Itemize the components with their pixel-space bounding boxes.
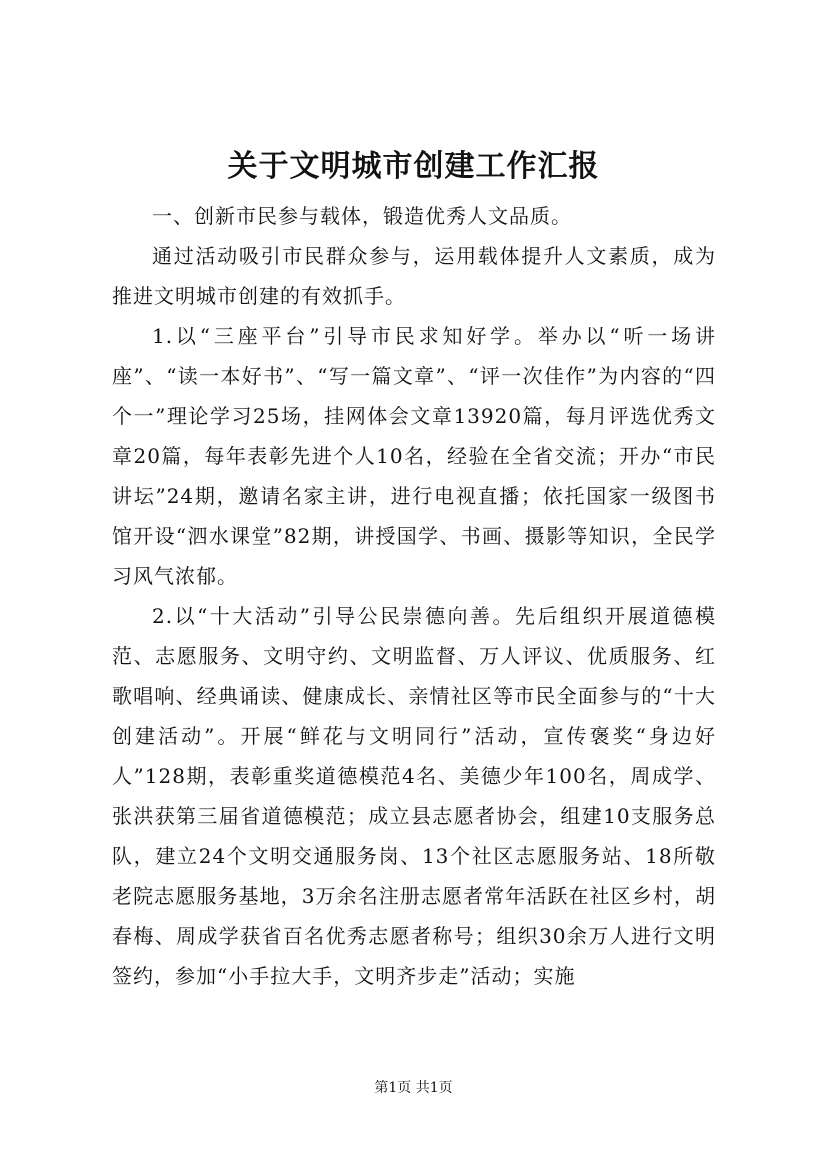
paragraph: 1.以“三座平台”引导市民求知好学。举办以“听一场讲座”、“读一本好书”、“写一篇文章”、“评一次佳作”为内容的“四个一”理论学习25场，挂网体会文章13920篇，每月评选优秀文章20篇，每年表彰先进个人10名，经验在全省交流；开办“市民讲坛”24期，邀请名家主讲，进行电视直播；依托国家一级图书馆开设“泗水课堂”82期，讲授国学、书画、摄影等知识，全民学习风气浓郁。 bbox=[112, 324, 716, 588]
page-number-footer: 第1页 共1页 bbox=[374, 1080, 453, 1096]
section-heading: 一、创新市民参与载体，锻造优秀人文品质。 bbox=[152, 204, 572, 228]
document-title: 关于文明城市创建工作汇报 bbox=[227, 149, 600, 184]
document-body bbox=[112, 196, 716, 996]
paragraph: 通过活动吸引市民群众参与，运用载体提升人文素质，成为推进文明城市创建的有效抓手。 bbox=[112, 244, 716, 308]
paragraph: 2.以“十大活动”引导公民崇德向善。先后组织开展道德模范、志愿服务、文明守约、文明监督、万人评议、优质服务、红歌唱响、经典诵读、健康成长、亲情社区等市民全面参与的“十大创建活动”。开展“鲜花与文明同行”活动，宣传褒奖“身边好人”128期，表彰重奖道德模范4名、美德少年100名，周成学、张洪获第三届省道德模范；成立县志愿者协会，组建10支服务总队，建立24个文明交通服务岗、13个社区志愿服务站、18所敬老院志愿服务基地，3万余名注册志愿者常年活跃在社区乡村，胡春梅、周成学获省百名优秀志愿者称号；组织30余万人进行文明签约，参加“小手拉大手，文明齐步走”活动；实施 bbox=[112, 604, 716, 988]
